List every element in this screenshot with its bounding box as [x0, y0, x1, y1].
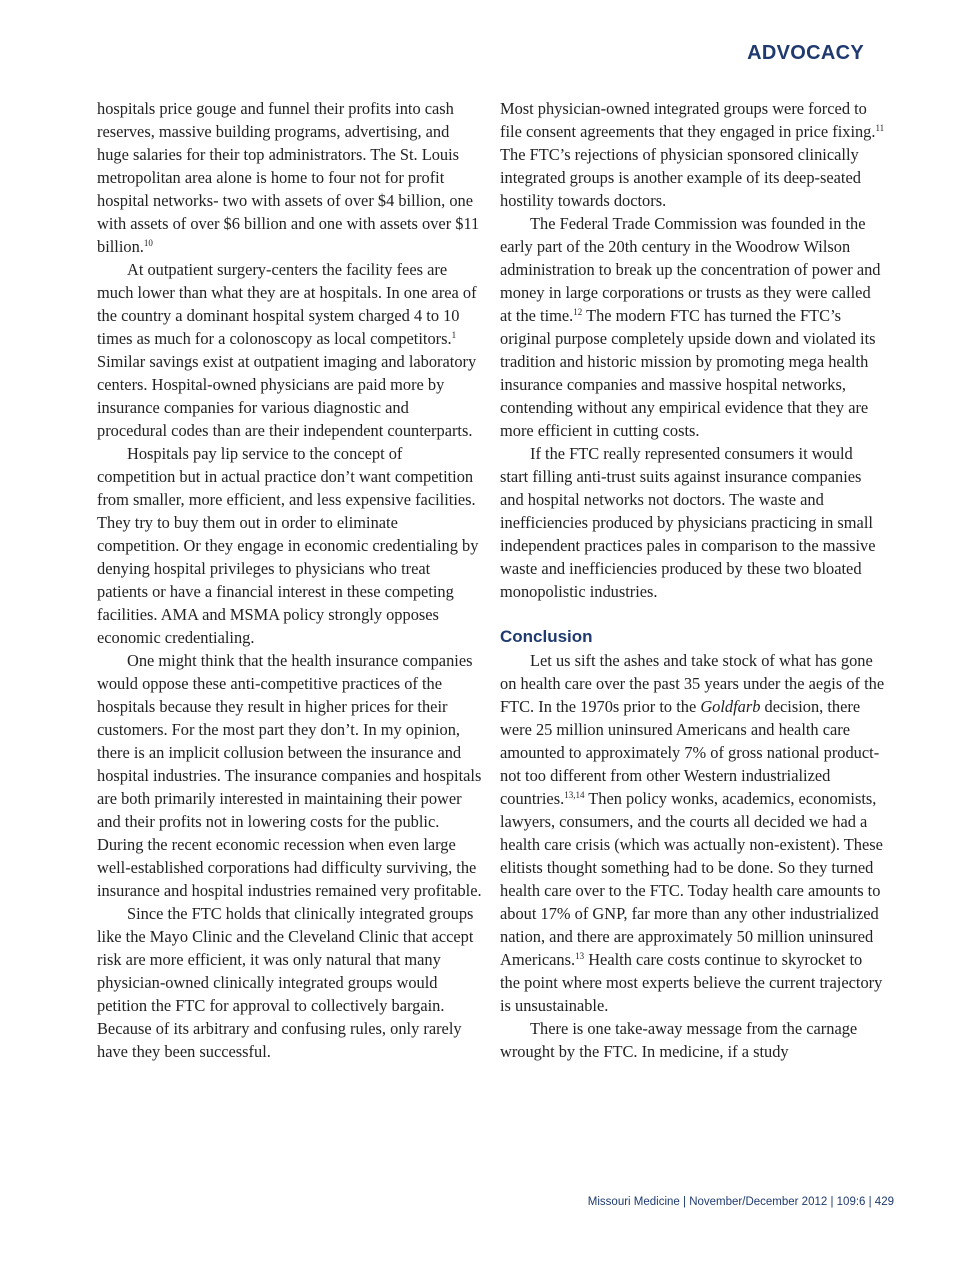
- reference-superscript: 10: [143, 238, 153, 248]
- paragraph: Most physician-owned integrated groups were forced to file consent agreements that they engaged in price fixing.$^{11}$ The FTC’s rejections of physician sponsored clinically integrated groups is another example of its deep-seated hostility towards doctors.: [500, 99, 885, 210]
- paragraph: If the FTC really represented consumers it would start filling anti-trust suits against insurance companies and hospital networks not doctors. The waste and inefficiencies produced by physicians practicing in small independent practices pales in comparison to the massive waste and inefficiencies produced by these two bloated monopolistic industries.: [500, 444, 876, 601]
- paragraph: At outpatient surgery-centers the facility fees are much lower than what they are at hospitals. In one area of the country a dominant hospital system charged 4 to 10 times as much for a colonoscopy as local competitors.$^1$ Similar savings exist at outpatient imaging and laboratory centers. Hospital-owned physicians are paid more by insurance companies for various diagnostic and procedural codes than are their independent counterparts.: [97, 260, 477, 440]
- section-label: ADVOCACY: [747, 42, 864, 64]
- paragraph: The Federal Trade Commission was founded in the early part of the 20th century in the Woodrow Wilson administration to break up the concentration of power and money in large corporations or trusts as they were called at the time.$^{12}$ The modern FTC has turned the FTC’s original purpose completely upside down and violated its tradition and historic mission by promoting mega health insurance companies and massive hospital networks, contending without any empirical evidence that they are more efficient in cutting costs.: [500, 214, 881, 440]
- paragraph: One might think that the health insurance companies would oppose these anti-competitive practices of the hospitals because they result in higher prices for their customers. For the most part they don’t. In my opinion, there is an implicit collusion between the insurance and hospital industries. The insurance companies and hospitals are both primarily interested in maintaining their power and their profits not in lowering costs for the public. During the recent economic recession when even large well-established corporations had difficulty surviving, the insurance and hospital industries remained very profitable.: [97, 651, 482, 900]
- left-column: [97, 97, 482, 1063]
- reference-superscript: 13: [575, 951, 585, 961]
- case-name: Goldfarb: [700, 697, 761, 716]
- paragraph: There is one take-away message from the carnage wrought by the FTC. In medicine, if a study: [500, 1019, 858, 1061]
- right-column: [500, 97, 885, 1063]
- reference-superscript: 12: [573, 307, 583, 317]
- reference-superscript: 11: [875, 123, 885, 133]
- paragraph: Let us sift the ashes and take stock of what has gone on health care over the past 35 years under the aegis of the FTC. In the 1970s prior to the Goldfarb decision, there were 25 million uninsured Americans and health care amounted to approximately 7% of gross national product-not too different from other Western industrialized countries.$^{13,14}$ Then policy wonks, academics, economists, lawyers, consumers, and the courts all decided we had a health care crisis (which was actually non-existent). These elitists thought something had to be done. So they turned health care over to the FTC. Today health care amounts to about 17% of GNP, far more than any other industrialized nation, and there are approximately 50 million uninsured Americans.$^{13}$ Health care costs continue to skyrocket to the point where most experts believe the current trajectory is unsustainable.: [500, 651, 885, 1015]
- paragraph: hospitals price gouge and funnel their profits into cash reserves, massive building programs, advertising, and huge salaries for their top administrators. The St. Louis metropolitan area alone is home to four not for profit hospital networks- two with assets of over $4 billion, one with assets of over $6 billion and one with assets over $11 billion.$^{10}$: [97, 99, 480, 256]
- paragraph: Since the FTC holds that clinically integrated groups like the Mayo Clinic and the Cleveland Clinic that accept risk are more efficient, it was only natural that many physician-owned clinically integrated groups would petition the FTC for approval to collectively bargain. Because of its arbitrary and confusing rules, only rarely have they been successful.: [97, 904, 474, 1061]
- reference-superscript: 1: [451, 330, 457, 340]
- conclusion-heading: Conclusion: [500, 627, 593, 646]
- footer-citation: Missouri Medicine | November/December 2012 | 109:6 | 429: [587, 1196, 894, 1208]
- reference-superscript: 13,14: [564, 790, 585, 800]
- paragraph: Hospitals pay lip service to the concept of competition but in actual practice don’t want competition from smaller, more efficient, and less expensive facilities. They try to buy them out in order to eliminate competition. Or they engage in economic credentialing by denying hospital privileges to physicians who treat patients or have a financial interest in these competing facilities. AMA and MSMA policy strongly opposes economic credentialing.: [97, 444, 479, 647]
